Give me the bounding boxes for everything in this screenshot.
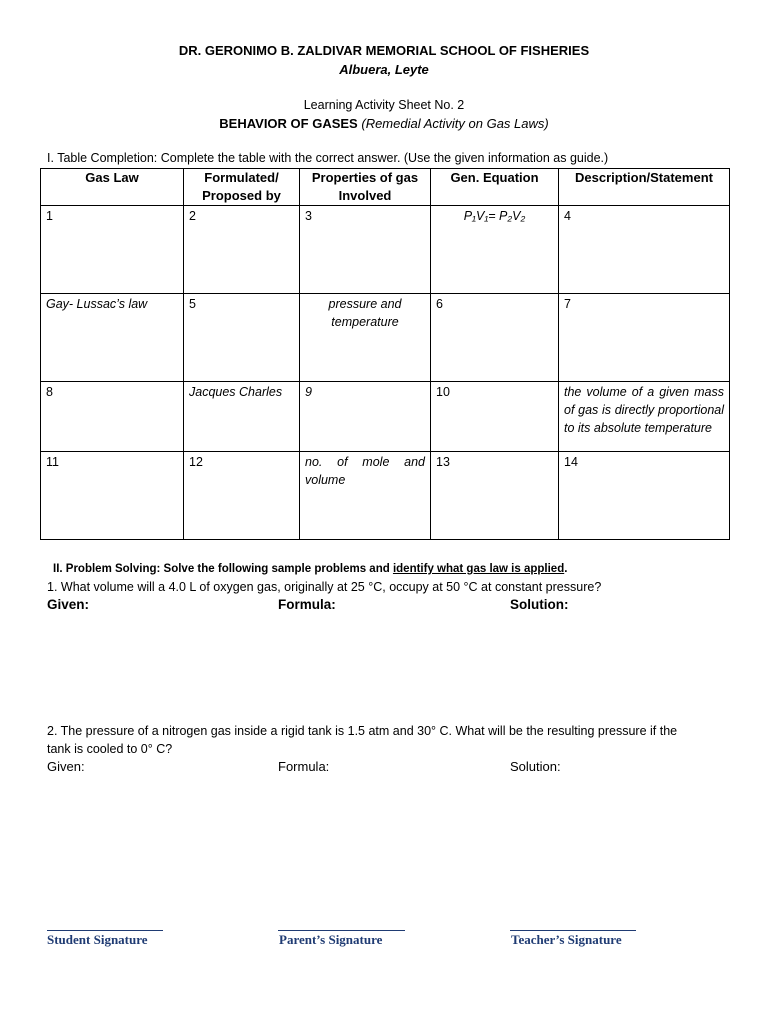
table-cell[interactable]: 1 (41, 206, 184, 294)
table-cell[interactable]: 10 (431, 382, 559, 452)
table-cell: no. of mole and volume (300, 452, 431, 540)
column-header-description: Description/Statement (559, 169, 730, 206)
section2-instruction-end: . (564, 563, 568, 575)
table-cell: P₁V₁= P₂V₂ (431, 206, 559, 294)
title-subtitle: (Remedial Activity on Gas Laws) (361, 116, 549, 131)
student-signature-label: Student Signature (47, 932, 148, 947)
table-cell[interactable]: 2 (184, 206, 300, 294)
table-cell[interactable]: 12 (184, 452, 300, 540)
problem-1: 1. What volume will a 4.0 L of oxygen gas, originally at 25 °C, occupy at 50 °C at constant pressure? (47, 580, 602, 594)
section2-instruction (53, 563, 567, 575)
section2-instruction-underlined: identify what gas law is applied (392, 563, 565, 575)
gas-law-table (40, 168, 730, 540)
table-cell[interactable]: 9 (300, 382, 431, 452)
table-row (41, 452, 730, 540)
title-main: BEHAVIOR OF GASES (219, 116, 358, 131)
problem-2: 2. The pressure of a nitrogen gas inside a rigid tank is 1.5 atm and 30° C. What will be the resulting pressure if the tank is cooled to 0° C? (47, 724, 678, 756)
school-location: Albuera, Leyte (339, 62, 429, 77)
table-cell[interactable]: 6 (431, 294, 559, 382)
table-cell[interactable]: 7 (559, 294, 730, 382)
table-cell: Gay- Lussac’s law (41, 294, 184, 382)
table-cell: Jacques Charles (184, 382, 300, 452)
problem-2-formula-label: Formula: (278, 759, 330, 774)
problem-2-given-label: Given: (47, 759, 85, 774)
table-cell[interactable]: 8 (41, 382, 184, 452)
teacher-signature-label: Teacher’s Signature (511, 932, 622, 947)
student-signature-line[interactable] (47, 930, 163, 931)
column-header-properties: Properties of gas Involved (300, 169, 431, 206)
problem-2-solution-label: Solution: (510, 759, 561, 774)
table-cell: the volume of a given mass of gas is directly proportional to its absolute temperature (559, 382, 730, 452)
school-name: DR. GERONIMO B. ZALDIVAR MEMORIAL SCHOOL OF FISHERIES (178, 43, 590, 58)
column-header-proposed-by: Formulated/ Proposed by (184, 169, 300, 206)
teacher-signature-line[interactable] (510, 930, 636, 931)
table-cell[interactable]: 13 (431, 452, 559, 540)
problem-1-given-label: Given: (47, 597, 90, 612)
problem-1-formula-label: Formula: (278, 597, 336, 612)
problem-1-solution-label: Solution: (510, 597, 569, 612)
table-cell[interactable]: 5 (184, 294, 300, 382)
table-cell[interactable]: 14 (559, 452, 730, 540)
column-header-gas-law: Gas Law (41, 169, 184, 206)
table-header-row (41, 169, 730, 206)
table-row (41, 294, 730, 382)
table-cell[interactable]: 11 (41, 452, 184, 540)
table-cell: pressure and temperature (300, 294, 431, 382)
table-cell[interactable]: 3 (300, 206, 431, 294)
page-title (0, 116, 768, 131)
parent-signature-line[interactable] (278, 930, 405, 931)
section2-instruction-start: II. Problem Solving: Solve the following sample problems and (53, 563, 393, 575)
table-row (41, 206, 730, 294)
table-row (41, 382, 730, 452)
parent-signature-label: Parent’s Signature (279, 932, 383, 947)
section1-instruction: I. Table Completion: Complete the table with the correct answer. (Use the given information as guide.) (47, 151, 609, 165)
sheet-number: Learning Activity Sheet No. 2 (303, 98, 465, 112)
column-header-equation: Gen. Equation (431, 169, 559, 206)
table-cell[interactable]: 4 (559, 206, 730, 294)
